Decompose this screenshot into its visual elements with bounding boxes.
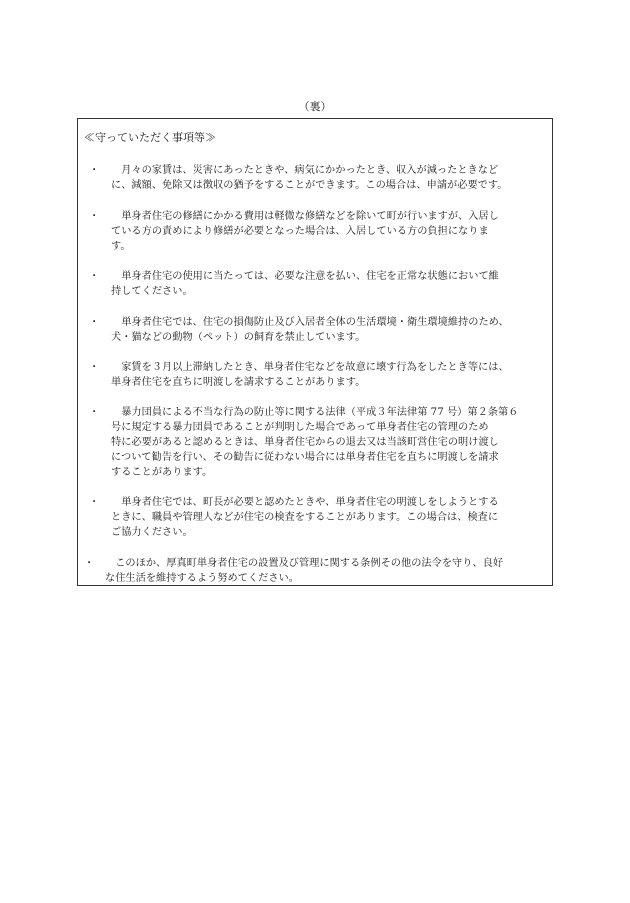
item-line: このほか、厚真町単身者住宅の設置及び管理に関する条例その他の法令を守り、良好 (105, 558, 504, 569)
item-line: な住生活を維持するよう努めてください。 (105, 573, 299, 584)
item-line: 号に規定する暴力団員であることが判明した場合であって単身者住宅の管理のため (111, 422, 489, 433)
notice-box (77, 118, 553, 586)
item-line: 犬・猫などの動物（ペット）の飼育を禁止しています。 (111, 332, 366, 343)
item-line: 月々の家賃は、災害にあったときや、病気にかかったとき、収入が減ったときなど (111, 165, 499, 176)
bullet-mark: ・ (89, 362, 100, 373)
item-line: について勧告を行い、その勧告に従わない場合には単身者住宅を直ちに明渡しを請求 (111, 452, 499, 463)
item-line: 単身者住宅では、住宅の損傷防止及び入居者全体の生活環境・衛生環境維持のため、 (111, 317, 509, 328)
item-line: 単身者住宅の修繕にかかる費用は軽微な修繕などを除いて町が行いますが、入居し (111, 211, 499, 222)
bullet-mark: ・ (89, 271, 100, 282)
item-line: ときに、職員や管理人などが住宅の検査をすることがあります。この場合は、検査に (111, 512, 499, 523)
notice-item-inspection (89, 495, 499, 540)
item-line: に、減額、免除又は徴収の猶予をすることができます。この場合は、申請が必要です。 (111, 180, 508, 191)
notice-item-no-pets (89, 315, 509, 345)
item-line: 単身者住宅を直ちに明渡しを請求することがあります。 (111, 377, 366, 388)
bullet-mark: ・ (84, 558, 95, 569)
item-line: 特に必要があると認めるときは、単身者住宅からの退去又は当該町営住宅の明け渡し (111, 437, 499, 448)
notice-item-eviction-arrears (89, 360, 509, 390)
bullet-mark: ・ (89, 317, 100, 328)
bullet-mark: ・ (89, 407, 100, 418)
notice-item-organized-crime (89, 405, 519, 480)
item-line: ている方の責めにより修繕が必要となった場合は、入居している方の負担になりま (111, 226, 489, 237)
notice-item-ordinance (84, 556, 504, 586)
item-line: す。 (111, 241, 131, 252)
page-side-label: （裏） (298, 100, 332, 113)
item-line: 単身者住宅の使用に当たっては、必要な注意を払い、住宅を正常な状態において維 (111, 271, 499, 282)
notice-item-repair-cost (89, 209, 499, 254)
bullet-mark: ・ (89, 211, 100, 222)
notice-item-rent-reduction (89, 163, 508, 193)
bullet-mark: ・ (89, 165, 100, 176)
box-title: ≪守っていただく事項等≫ (84, 131, 216, 144)
item-line: 単身者住宅では、町長が必要と認めたときや、単身者住宅の明渡しをしようとする (111, 497, 499, 508)
bullet-mark: ・ (89, 497, 100, 508)
item-line: 家賃を３月以上滞納したとき、単身者住宅などを故意に壊す行為をしたとき等には、 (111, 362, 509, 373)
item-line: 持してください。 (111, 286, 193, 297)
item-line: することがあります。 (111, 467, 213, 478)
notice-item-careful-use (89, 269, 499, 299)
item-line: ご協力ください。 (111, 527, 193, 538)
item-line: 暴力団員による不当な行為の防止等に関する法律（平成３年法律第 77 号）第２条第６ (111, 407, 519, 418)
